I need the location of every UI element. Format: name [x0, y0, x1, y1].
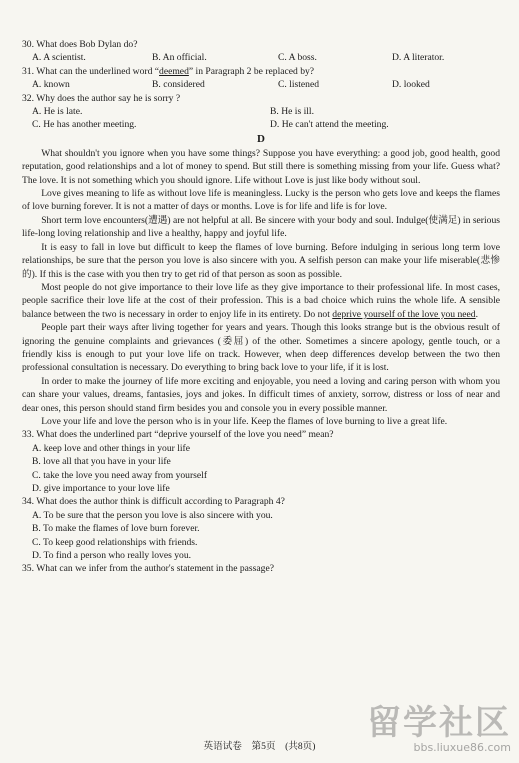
option-34-d: D. To find a person who really loves you.	[32, 550, 192, 562]
option-32-b: B. He is ill.	[270, 106, 314, 118]
page-content	[22, 38, 500, 576]
page-footer: 英语试卷 第5页 (共8页)	[203, 741, 316, 752]
passage-paragraph-6: People part their ways after living together for years and years. Though this looks strange but is the obvious result of ignoring the genuine complaints and grievances (委屈) of the other. Sometimes a sincere apology, gentle touch, or a friendly kiss is enough to put your love life on track. However, when deep differences develop between the two then professional consultation is necessary. Do everything to bring back love to your life, if it is lost.	[22, 322, 500, 374]
underlined-phrase: deprive yourself of the love you need	[332, 308, 476, 320]
question-31-stem-end: ” in Paragraph 2 be replaced by?	[188, 65, 315, 77]
option-33-d: D. give importance to your love life	[32, 483, 170, 494]
option-31-a: A. known	[32, 79, 70, 91]
option-31-b: B. considered	[152, 79, 205, 91]
option-33-c: C. take the love you need away from yourself	[32, 469, 208, 481]
option-34-b: B. To make the flames of love burn forever.	[32, 523, 200, 535]
option-34-c: C. To keep good relationships with friends.	[32, 536, 198, 548]
section-title: D	[257, 132, 265, 145]
option-32-d: D. He can't attend the meeting.	[270, 119, 389, 131]
option-30-a: A. A scientist.	[32, 52, 86, 64]
watermark-url: bbs.liuxue86.com	[413, 741, 511, 754]
question-34-stem: 34. What does the author think is difficult according to Paragraph 4?	[22, 496, 285, 508]
watermark-logo-text: 留学社区	[367, 703, 511, 743]
option-31-c: C. listened	[278, 79, 320, 91]
option-30-c: C. A boss.	[278, 52, 317, 64]
option-30-b: B. An official.	[152, 52, 207, 64]
question-32-stem: 32. Why does the author say he is sorry ?	[22, 92, 181, 104]
question-34-options	[22, 509, 500, 563]
passage-paragraph-4: It is easy to fall in love but difficult to keep the flames of love burning. Before indulging in serious long term love relationships, be sure that the person you love is also sincere with you. A selfish person can make your life miserable(悲惨的). If this is the case with you then try to get rid of that person as soon as possible.	[22, 241, 500, 280]
paragraph-5-end: .	[475, 308, 479, 320]
question-35-stem: 35. What can we infer from the author's statement in the passage?	[22, 563, 274, 575]
question-32-options	[22, 105, 500, 132]
passage-paragraph-5	[22, 281, 500, 321]
question-30-options	[22, 51, 500, 64]
passage-paragraph-3: Short term love encounters(遭遇) are not helpful at all. Be sincere with your body and soul. Indulge(使满足) in serious life-long loving relationship and live a healthy, happy and joyful life.	[22, 214, 500, 240]
question-31-stem-start: 31. What can the underlined word “	[22, 65, 160, 77]
passage-paragraph-1: What shouldn't you ignore when you have some things? Suppose you have everything: a good job, good health, good reputation, good relationships and a lot of money to spend. But still there is something missing from your life. Guess what? The love. It is not something which you should ignore. Life without Love is just like body without soul.	[22, 147, 500, 186]
site-watermark-logo	[341, 705, 511, 757]
question-30-stem: 30. What does Bob Dylan do?	[22, 39, 138, 50]
option-33-b: B. love all that you have in your life	[32, 456, 171, 468]
underlined-word-deemed: deemed	[159, 65, 189, 77]
passage-paragraph-2: Love gives meaning to life as without love life is meaningless. Lucky is the person who gets love and keeps the flames of love burning forever. It is not a matter of days or months. Love is for life and life is for love.	[22, 188, 500, 213]
question-31-options	[22, 78, 500, 91]
passage-paragraph-7: In order to make the journey of life more exciting and enjoyable, you need a loving and caring person with whom you can share your values, dreams, fantasies, joys and jokes. In difficult times of anxiety, sorrow, distress or loss of near and dear ones, this person should stand firm besides you and console you in every possible manner.	[22, 375, 500, 414]
question-33-options	[22, 442, 500, 496]
option-32-a: A. He is late.	[32, 106, 83, 118]
question-33-stem: 33. What does the underlined part “deprive yourself of the love you need” mean?	[22, 429, 334, 441]
option-30-d: D. A literator.	[392, 52, 445, 64]
option-32-c: C. He has another meeting.	[32, 119, 137, 131]
option-33-a: A. keep love and other things in your life	[32, 442, 190, 454]
question-31-stem	[22, 65, 500, 78]
option-31-d: D. looked	[392, 79, 430, 91]
passage-paragraph-8: Love your life and love the person who is in your life. Keep the flames of love burning to live a great life.	[41, 415, 448, 427]
paragraph-5-text: Most people do not give importance to their love life as they give importance to their professional life. In most cases, people sacrifice their love life at the cost of their profession. This is a bad choice which ruins the whole life. A sensible balance between the two is necessary in order to enjoy life in its entirety. Do not	[22, 281, 500, 320]
option-34-a: A. To be sure that the person you love is also sincere with you.	[32, 509, 273, 521]
